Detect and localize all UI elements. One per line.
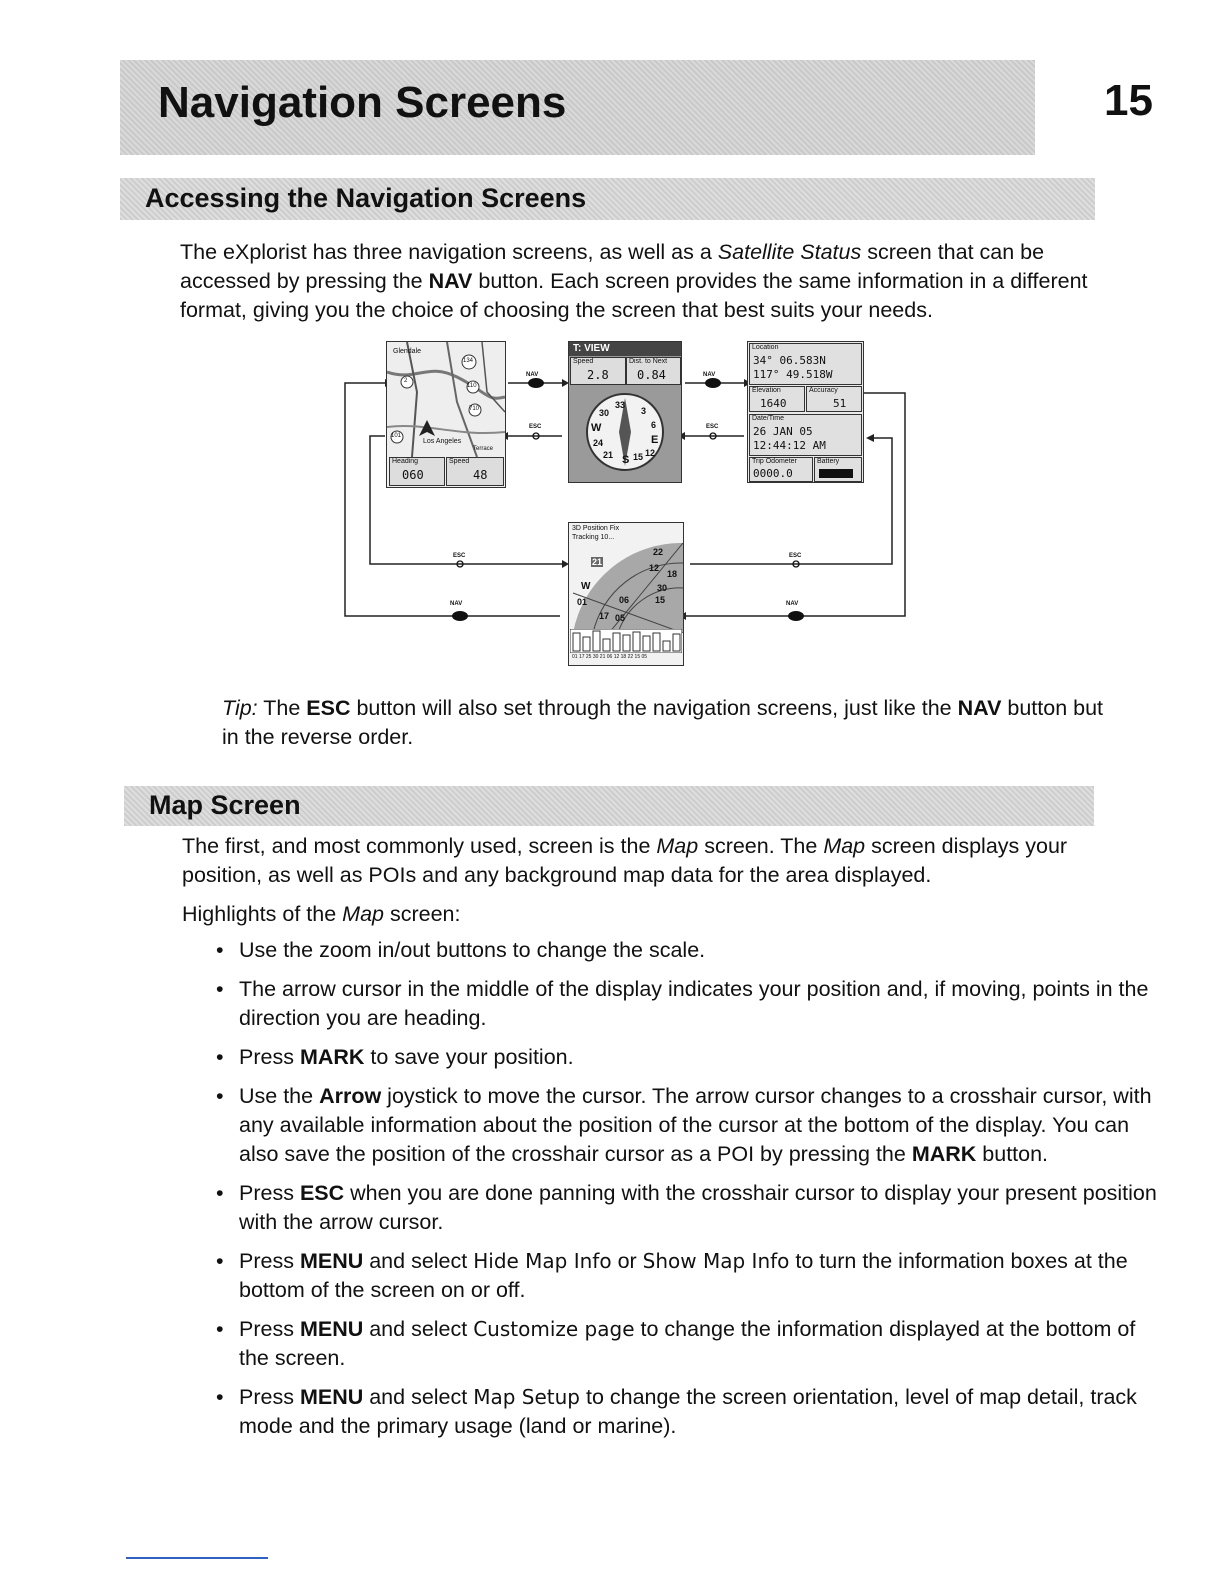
page-number: 15 xyxy=(1104,76,1153,125)
list-item xyxy=(214,1315,1164,1373)
dial-mark: 6 xyxy=(651,420,657,430)
text-emphasis: Map xyxy=(656,834,699,858)
compass-speed-value: 2.8 xyxy=(587,368,609,382)
tip-paragraph xyxy=(222,694,1122,752)
accuracy-value: 51 xyxy=(833,397,847,410)
page-title-banner xyxy=(120,60,1035,155)
menu-term: Customize page xyxy=(473,1317,635,1341)
compass-speed-box xyxy=(570,357,626,385)
heading-value: 060 xyxy=(402,468,424,482)
highlights-list xyxy=(214,936,1164,1451)
text-run: button. xyxy=(976,1142,1049,1166)
place-label: Los Angeles xyxy=(423,438,462,445)
dial-mark: 15 xyxy=(633,452,644,462)
text-run: to change the information displayed at the bottom of the screen. xyxy=(239,1317,1136,1370)
odometer-box xyxy=(749,457,813,482)
location-label: Location xyxy=(752,344,779,351)
odometer-value: 0000.0 xyxy=(753,467,793,480)
compass-title: T: VIEW xyxy=(573,343,610,354)
esc-label: ESC xyxy=(453,553,466,559)
dial-mark: 21 xyxy=(603,450,614,460)
text-run: Press xyxy=(239,1385,300,1409)
battery-box xyxy=(814,457,862,482)
text-run: Press xyxy=(239,1317,300,1341)
text-bold: MENU xyxy=(299,1385,364,1409)
speed-value: 48 xyxy=(473,468,488,482)
text-run: when you are done panning with the crosshair cursor to display your present position with the arrow cursor. xyxy=(239,1181,1157,1234)
list-item xyxy=(214,1043,1164,1072)
nav-button-icon xyxy=(452,611,468,621)
datetime-box xyxy=(749,414,862,456)
text-run: screen displays your position, as well as POIs and any background map data for the area displayed. xyxy=(182,834,1068,887)
text-run: The eXplorist has three navigation screens, as well as a xyxy=(180,240,718,264)
satellite-id: 18 xyxy=(667,569,678,579)
text-run: and select xyxy=(363,1385,474,1409)
compass-speed-label: Speed xyxy=(573,358,594,365)
navigation-screens-diagram xyxy=(340,338,910,668)
nav-label: NAV xyxy=(450,601,463,607)
latitude-value: 34° 06.583N xyxy=(753,354,826,367)
text-run: to change the screen orientation, level of map detail, track mode and the primary usage (land or marine). xyxy=(239,1385,1137,1438)
dial-mark: W xyxy=(591,422,602,434)
compass-title-bar xyxy=(569,342,681,356)
menu-term: Map Setup xyxy=(473,1385,580,1409)
longitude-value: 117° 49.518W xyxy=(753,368,833,381)
text-run: The first, and most commonly used, screen is the xyxy=(182,834,657,858)
odometer-label: Trip Odometer xyxy=(752,458,797,465)
elevation-label: Elevation xyxy=(752,387,781,394)
fix-status: 3D Position Fix xyxy=(572,525,620,532)
list-item xyxy=(214,1179,1164,1237)
signal-bars xyxy=(570,629,682,653)
route-label: 2 xyxy=(404,378,408,384)
dial-mark: E xyxy=(651,434,659,446)
time-value: 12:44:12 AM xyxy=(753,439,826,452)
dist-to-next-box xyxy=(626,357,681,385)
nav-label: NAV xyxy=(786,601,799,607)
elevation-value: 1640 xyxy=(760,397,787,410)
place-label: Terrace xyxy=(473,446,494,452)
accuracy-label: Accuracy xyxy=(809,387,838,394)
text-run: to save your position. xyxy=(364,1045,574,1069)
location-box xyxy=(749,343,862,385)
text-run: button will also set through the navigation screens, just like the xyxy=(350,696,958,720)
satellite-bar-ids: 01 17 25 30 21 06 12 18 22 15 05 xyxy=(572,654,648,660)
text-run: button but in the reverse order. xyxy=(222,696,1104,749)
dist-to-next-label: Dist. to Next xyxy=(629,358,668,365)
battery-icon xyxy=(819,469,853,478)
text-emphasis: Map xyxy=(342,902,384,926)
accuracy-box xyxy=(806,386,862,412)
esc-label: ESC xyxy=(529,424,542,430)
text-bold: MARK xyxy=(911,1142,977,1166)
dial-mark: 12 xyxy=(645,448,656,458)
menu-term: Hide Map Info xyxy=(473,1249,612,1273)
section-heading-text: Accessing the Navigation Screens xyxy=(145,183,587,213)
text-bold: NAV xyxy=(957,696,1002,720)
text-bold: ESC xyxy=(306,696,351,720)
text-run: Press xyxy=(239,1045,300,1069)
list-item xyxy=(214,975,1164,1033)
satellite-id: 30 xyxy=(657,583,668,593)
text-run: Use the zoom in/out buttons to change the scale. xyxy=(239,938,706,962)
text-run: and select xyxy=(363,1317,474,1341)
satellite-id: 06 xyxy=(619,595,630,605)
heading-label: Heading xyxy=(392,458,419,465)
text-run: Use the xyxy=(239,1084,320,1108)
dial-mark: 3 xyxy=(641,406,647,416)
list-item xyxy=(214,1383,1164,1441)
satellite-id: 01 xyxy=(577,597,588,607)
tracking-status: Tracking 10... xyxy=(572,534,615,541)
satellite-id: 12 xyxy=(649,563,660,573)
dist-to-next-value: 0.84 xyxy=(637,368,666,382)
nav-button-icon xyxy=(528,378,544,388)
nav-label: NAV xyxy=(526,372,539,378)
satellite-id: 17 xyxy=(599,611,610,621)
highlights-intro xyxy=(182,900,1142,929)
section-heading-accessing xyxy=(120,178,1095,220)
text-bold: NAV xyxy=(428,269,473,293)
satellite-id: 21 xyxy=(592,557,603,567)
esc-label: ESC xyxy=(789,553,802,559)
text-bold: MENU xyxy=(299,1317,364,1341)
compass-screen-thumbnail xyxy=(568,341,682,483)
sky-direction: W xyxy=(581,581,591,592)
route-label: 110 xyxy=(467,383,477,389)
arrow-head xyxy=(866,434,874,442)
nav-button-icon xyxy=(788,611,804,621)
text-bold: MENU xyxy=(299,1249,364,1273)
map-screen-thumbnail xyxy=(386,341,506,488)
elevation-box xyxy=(749,386,805,412)
nav-button-icon xyxy=(705,378,721,388)
list-item xyxy=(214,1082,1164,1169)
text-run: and select xyxy=(363,1249,474,1273)
satellite-id: 22 xyxy=(653,547,664,557)
text-emphasis: Satellite Status xyxy=(717,240,862,264)
route-label: 134 xyxy=(463,358,474,364)
datetime-label: Date/Time xyxy=(752,415,785,422)
dial-mark: 24 xyxy=(593,438,604,448)
text-run: screen: xyxy=(383,902,461,926)
tip-label: Tip: xyxy=(222,696,258,720)
nav-label: NAV xyxy=(703,372,716,378)
heading-box xyxy=(389,457,445,486)
dial-mark: 30 xyxy=(599,408,610,418)
route-label: 101 xyxy=(391,433,402,439)
compass-dial xyxy=(569,384,681,482)
list-item xyxy=(214,1247,1164,1305)
text-run: Press xyxy=(239,1181,300,1205)
text-run: button. Each screen provides the same information in a different format, giving you the choice of choosing the screen that best suits your needs. xyxy=(180,269,1088,322)
speed-box xyxy=(446,457,504,486)
text-run: joystick to move the cursor. The arrow cursor changes to a crosshair cursor, with any available information about the position of the cursor at the bottom of the display. You can also save the position of the crosshair cursor as a POI by pressing the xyxy=(239,1084,1152,1166)
speed-label: Speed xyxy=(449,458,470,465)
satellite-status-screen-thumbnail xyxy=(568,522,684,666)
text-emphasis: Map xyxy=(823,834,866,858)
text-bold: Arrow xyxy=(319,1084,382,1108)
text-run: Highlights of the xyxy=(182,902,343,926)
footer-rule xyxy=(126,1557,268,1559)
intro-paragraph xyxy=(180,238,1140,325)
satellite-id: 15 xyxy=(655,595,666,605)
map-intro-paragraph xyxy=(182,832,1142,890)
dial-mark: S xyxy=(622,454,630,466)
satellite-id: 05 xyxy=(615,613,626,623)
text-run: screen. The xyxy=(698,834,824,858)
esc-label: ESC xyxy=(706,424,719,430)
text-run: to turn the information boxes at the bottom of the screen on or off. xyxy=(239,1249,1128,1302)
text-run: The arrow cursor in the middle of the display indicates your position and, if moving, points in the direction you are heading. xyxy=(239,977,1149,1030)
section-heading-text: Map Screen xyxy=(149,790,301,820)
text-run: or xyxy=(611,1249,643,1273)
section-heading-map-screen xyxy=(124,786,1094,826)
data-screen-thumbnail xyxy=(747,341,864,483)
place-label: Glendale xyxy=(393,348,422,355)
menu-term: Show Map Info xyxy=(642,1249,790,1273)
battery-label: Battery xyxy=(817,458,840,465)
date-value: 26 JAN 05 xyxy=(753,425,813,438)
route-label: 710 xyxy=(469,406,480,412)
page-title: Navigation Screens xyxy=(158,78,567,127)
text-run: The xyxy=(257,696,307,720)
text-bold: MARK xyxy=(299,1045,365,1069)
text-bold: ESC xyxy=(299,1181,345,1205)
text-run: screen that can be accessed by pressing the xyxy=(180,240,1045,293)
list-item xyxy=(214,936,1164,965)
text-run: Press xyxy=(239,1249,300,1273)
dial-mark: 33 xyxy=(615,400,626,410)
